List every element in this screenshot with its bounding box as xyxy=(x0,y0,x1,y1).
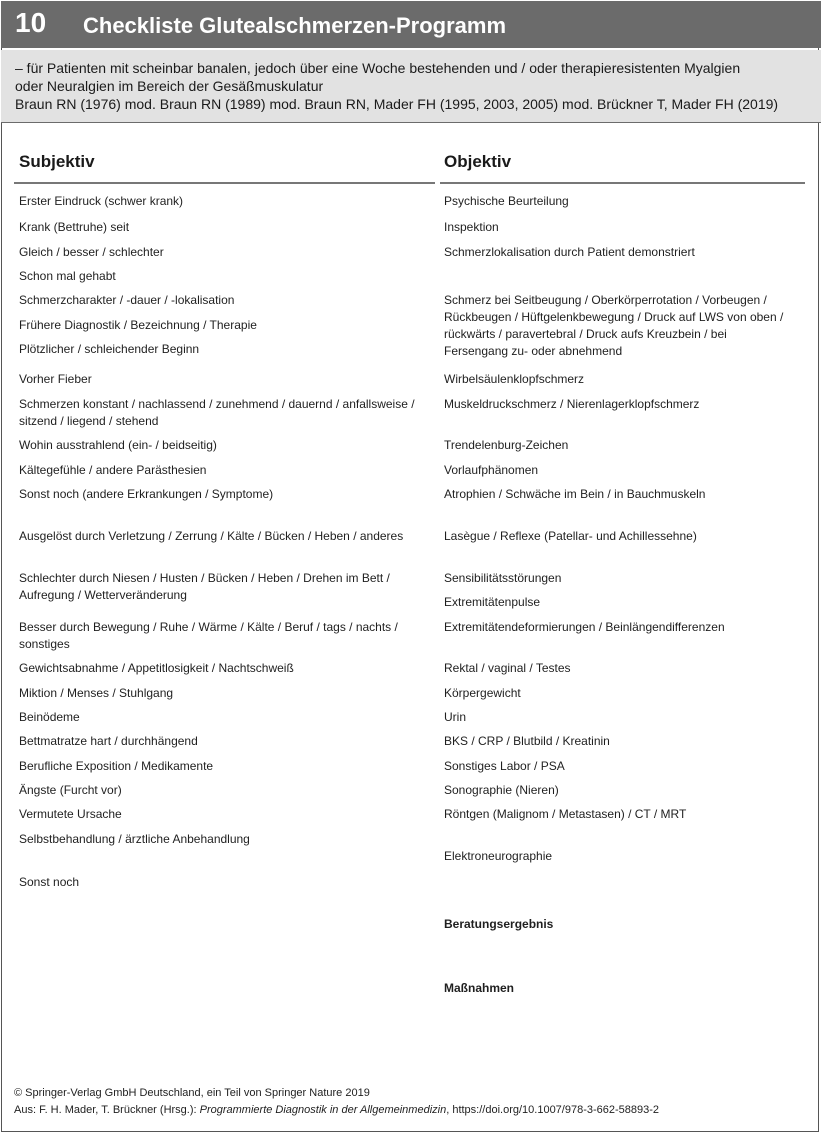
footer-source-prefix: Aus: F. H. Mader, T. Brückner (Hrsg.): xyxy=(14,1104,200,1116)
footer-source xyxy=(14,1104,659,1116)
intro-line-2: oder Neuralgien im Bereich der Gesäßmuskulatur xyxy=(15,78,324,94)
objektiv-item: Sonstiges Labor / PSA xyxy=(444,759,565,773)
title-bar xyxy=(1,1,821,48)
objektiv-item: Extremitätenpulse xyxy=(444,595,541,609)
objektiv-item: Röntgen (Malignom / Metastasen) / CT / MRT xyxy=(444,807,687,821)
subjektiv-heading: Subjektiv xyxy=(19,152,95,171)
objektiv-item: Rektal / vaginal / Testes xyxy=(444,661,571,675)
subjektiv-item: Plötzlicher / schleichender Beginn xyxy=(19,342,200,356)
subjektiv-item: Ängste (Furcht vor) xyxy=(19,783,122,797)
subjektiv-item: Schmerzen konstant / nachlassend / zunehmend / dauernd / anfallsweise / sitzend / liegend / stehend xyxy=(19,397,415,428)
intro-line-1: – für Patienten mit scheinbar banalen, jedoch über eine Woche bestehenden und / oder therapieresistenten Myalgien xyxy=(15,60,741,76)
objektiv-item: Inspektion xyxy=(444,220,499,234)
subjektiv-item: Berufliche Exposition / Medikamente xyxy=(19,759,214,773)
subjektiv-item: Krank (Bettruhe) seit xyxy=(19,220,130,234)
subjektiv-item: Ausgelöst durch Verletzung / Zerrung / Kälte / Bücken / Heben / anderes xyxy=(19,529,404,543)
subjektiv-item: Beinödeme xyxy=(19,710,80,724)
subjektiv-item: Schlechter durch Niesen / Husten / Bücken / Heben / Drehen im Bett / Aufregung / Wetterveränderung xyxy=(19,571,390,602)
objektiv-rule xyxy=(440,182,805,184)
objektiv-item: Vorlaufphänomen xyxy=(444,463,539,477)
objektiv-item: Psychische Beurteilung xyxy=(444,194,569,208)
subjektiv-item: Miktion / Menses / Stuhlgang xyxy=(19,686,174,700)
subjektiv-item: Erster Eindruck (schwer krank) xyxy=(19,194,184,208)
footer-copyright: © Springer-Verlag GmbH Deutschland, ein Teil von Springer Nature 2019 xyxy=(14,1087,370,1099)
objektiv-item: Wirbelsäulenklopfschmerz xyxy=(444,372,585,386)
subjektiv-item: Wohin ausstrahlend (ein- / beidseitig) xyxy=(19,438,217,452)
footer-source-link: , https://doi.org/10.1007/978-3-662-58893-2 xyxy=(446,1104,660,1116)
objektiv-item: Atrophien / Schwäche im Bein / in Bauchmuskeln xyxy=(444,487,706,501)
objektiv-item: Lasègue / Reflexe (Patellar- und Achillessehne) xyxy=(444,529,697,543)
subjektiv-item: Selbstbehandlung / ärztliche Anbehandlung xyxy=(19,832,250,846)
objektiv-item: Muskeldruckschmerz / Nierenlagerklopfschmerz xyxy=(444,397,700,411)
subjektiv-item: Schon mal gehabt xyxy=(19,269,116,283)
subjektiv-item: Gleich / besser / schlechter xyxy=(19,245,164,259)
subjektiv-rule xyxy=(14,182,435,184)
subjektiv-item: Besser durch Bewegung / Ruhe / Wärme / Kälte / Beruf / tags / nachts / sonstiges xyxy=(19,620,398,651)
objektiv-item: Extremitätendeformierungen / Beinlängendifferenzen xyxy=(444,620,725,634)
objektiv-item: Schmerz bei Seitbeugung / Oberkörperrotation / Vorbeugen / Rückbeugen / Hüftgelenkbewegung / Druck auf LWS von oben / rückwärts / paravertebral / Druck aufs Kreuzbein / bei Fersengang zu- oder abnehmend xyxy=(444,293,784,358)
subjektiv-item: Vorher Fieber xyxy=(19,372,92,386)
chapter-number: 10 xyxy=(15,7,47,38)
objektiv-item: Sensibilitätsstörungen xyxy=(444,571,562,585)
objektiv-item: BKS / CRP / Blutbild / Kreatinin xyxy=(444,734,610,748)
subjektiv-item: Kältegefühle / andere Parästhesien xyxy=(19,463,207,477)
beratungsergebnis-heading: Beratungsergebnis xyxy=(444,917,554,931)
footer-source-title: Programmierte Diagnostik in der Allgemeinmedizin xyxy=(199,1104,447,1116)
subjektiv-item: Sonst noch (andere Erkrankungen / Symptome) xyxy=(19,487,274,501)
page-title: Checkliste Glutealschmerzen-Programm xyxy=(83,13,507,38)
objektiv-item: Körpergewicht xyxy=(444,686,521,700)
subjektiv-item: Gewichtsabnahme / Appetitlosigkeit / Nachtschweiß xyxy=(19,661,294,675)
objektiv-heading: Objektiv xyxy=(444,152,512,171)
subjektiv-item: Frühere Diagnostik / Bezeichnung / Therapie xyxy=(19,318,257,332)
page-frame xyxy=(1,1,819,1132)
objektiv-item: Schmerzlokalisation durch Patient demonstriert xyxy=(444,245,695,259)
subjektiv-item: Bettmatratze hart / durchhängend xyxy=(19,734,198,748)
intro-line-3: Braun RN (1976) mod. Braun RN (1989) mod. Braun RN, Mader FH (1995, 2003, 2005) mod. Brückner T, Mader FH (2019) xyxy=(15,96,779,112)
objektiv-item: Elektroneurographie xyxy=(444,849,553,863)
objektiv-item: Sonographie (Nieren) xyxy=(444,783,559,797)
massnahmen-heading: Maßnahmen xyxy=(444,981,515,995)
objektiv-item: Urin xyxy=(444,710,467,724)
subjektiv-item: Schmerzcharakter / -dauer / -lokalisation xyxy=(19,293,235,307)
subjektiv-item: Sonst noch xyxy=(19,875,80,889)
subjektiv-item: Vermutete Ursache xyxy=(19,807,122,821)
objektiv-item: Trendelenburg-Zeichen xyxy=(444,438,569,452)
intro-box xyxy=(1,50,821,123)
